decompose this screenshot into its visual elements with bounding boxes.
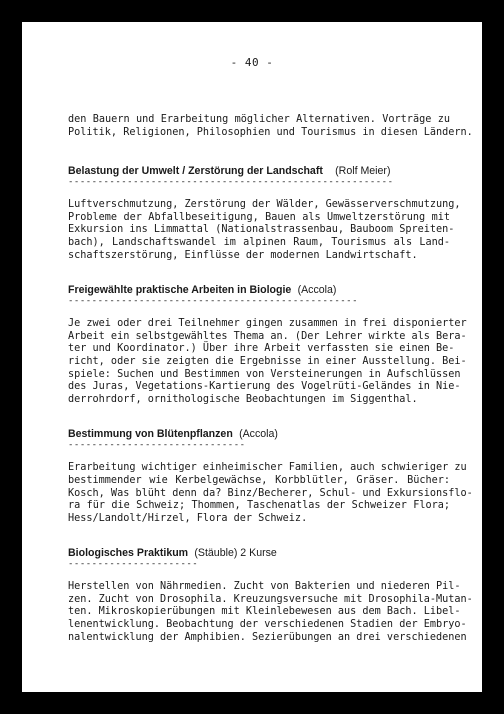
- section-heading: [68, 165, 450, 178]
- text-line: Erarbeitung wichtiger einheimischer Familien, auch schwieriger zu: [68, 462, 467, 474]
- text-line: richt, oder sie zeigten die Ergebnisse in einer Ausstellung. Bei-: [68, 355, 467, 367]
- document-page: [22, 22, 482, 692]
- section-paragraph: [68, 462, 473, 525]
- text-line: Hess/Landolt/Hirzel, Flora der Schweiz.: [68, 512, 308, 524]
- section-paragraph: [68, 199, 461, 262]
- section-author: (Rolf Meier): [335, 165, 391, 178]
- text-line: ten. Mikroskopierübungen mit Kleinlebewesen aus dem Bach. Libel-: [68, 606, 461, 618]
- heading-underline: -------------------------------------------------------: [68, 178, 394, 188]
- text-line: nalentwicklung der Amphibien. Sezierübungen an drei verschiedenen: [68, 631, 467, 643]
- text-line: bach), Landschaftswandel im alpinen Raum, Tourismus als Land-: [68, 236, 450, 248]
- section-biologisches-praktikum: [68, 547, 473, 644]
- heading-underline: ------------------------------: [68, 441, 246, 451]
- heading-underline: ----------------------: [68, 560, 199, 570]
- text-line: Exkursion ins Limmattal (Nationalstrassenbau, Bauboom Spreiten-: [68, 224, 455, 236]
- section-title: Freigewählte praktische Arbeiten in Biologie: [68, 284, 292, 297]
- text-line: zen. Zucht von Drosophila. Kreuzungsversuche mit Drosophila-Mutan-: [68, 593, 473, 605]
- section-umwelt: [68, 165, 461, 262]
- section-bluetenpflanzen: [68, 428, 473, 525]
- text-line: ra für die Schweiz; Thommen, Taschenatlas der Schweizer Flora;: [68, 500, 450, 512]
- text-line: Politik, Religionen, Philosophien und Tourismus in diesen Ländern.: [68, 126, 473, 138]
- page-number: - 40 -: [230, 56, 274, 69]
- section-author: (Accola): [239, 428, 278, 441]
- text-line: spiele: Suchen und Bestimmen von Versteinerungen in Aufschlüssen: [68, 368, 461, 380]
- text-line: des Juras, Vegetations-Kartierung des Vogelrüti-Geländes in Nie-: [68, 381, 461, 393]
- section-title: Belastung der Umwelt / Zerstörung der Landschaft: [68, 165, 323, 178]
- section-author: (Stäuble) 2 Kurse: [194, 547, 277, 560]
- section-praktische-arbeiten: [68, 284, 467, 406]
- text-line: ter und Koordinator.) Über ihre Arbeit verfassten sie einen Be-: [68, 343, 455, 355]
- text-line: Arbeit ein selbstgewähltes Thema an. (Der Lehrer wirkte als Bera-: [68, 330, 467, 342]
- section-author: (Accola): [297, 284, 337, 297]
- intro-paragraph: [68, 114, 473, 139]
- text-line: lenentwicklung. Beobachtung der verschiedenen Stadien der Embryo-: [68, 619, 467, 631]
- text-line: den Bauern und Erarbeitung möglicher Alternativen. Vorträge zu: [68, 114, 450, 125]
- section-heading: [68, 547, 450, 560]
- text-line: bestimmender wie Kerbelgewächse, Korbblütler, Gräser. Bücher:: [68, 474, 450, 486]
- text-line: derrohrdorf, ornithologische Beobachtungen im Siggenthal.: [68, 393, 418, 405]
- text-line: Luftverschmutzung, Zerstörung der Wälder, Gewässerverschmutzung,: [68, 199, 461, 211]
- section-paragraph: [68, 318, 467, 406]
- text-line: Je zwei oder drei Teilnehmer gingen zusammen in frei disponierter: [68, 318, 467, 330]
- text-line: Kosch, Was blüht denn da? Binz/Becherer, Schul- und Exkursionsflo-: [68, 487, 473, 499]
- text-line: Herstellen von Nährmedien. Zucht von Bakterien und niederen Pil-: [68, 581, 461, 593]
- text-line: schaftszerstörung, Einflüsse der modernen Landwirtschaft.: [68, 249, 418, 261]
- section-heading: [68, 284, 450, 297]
- section-title: Bestimmung von Blütenpflanzen: [68, 428, 233, 441]
- text-line: Probleme der Abfallbeseitigung, Bauen als Umweltzerstörung mit: [68, 211, 450, 223]
- section-paragraph: [68, 581, 473, 644]
- section-title: Biologisches Praktikum: [68, 547, 189, 560]
- heading-underline: -------------------------------------------------: [68, 297, 359, 307]
- section-heading: [68, 428, 450, 441]
- page-content: [68, 114, 473, 644]
